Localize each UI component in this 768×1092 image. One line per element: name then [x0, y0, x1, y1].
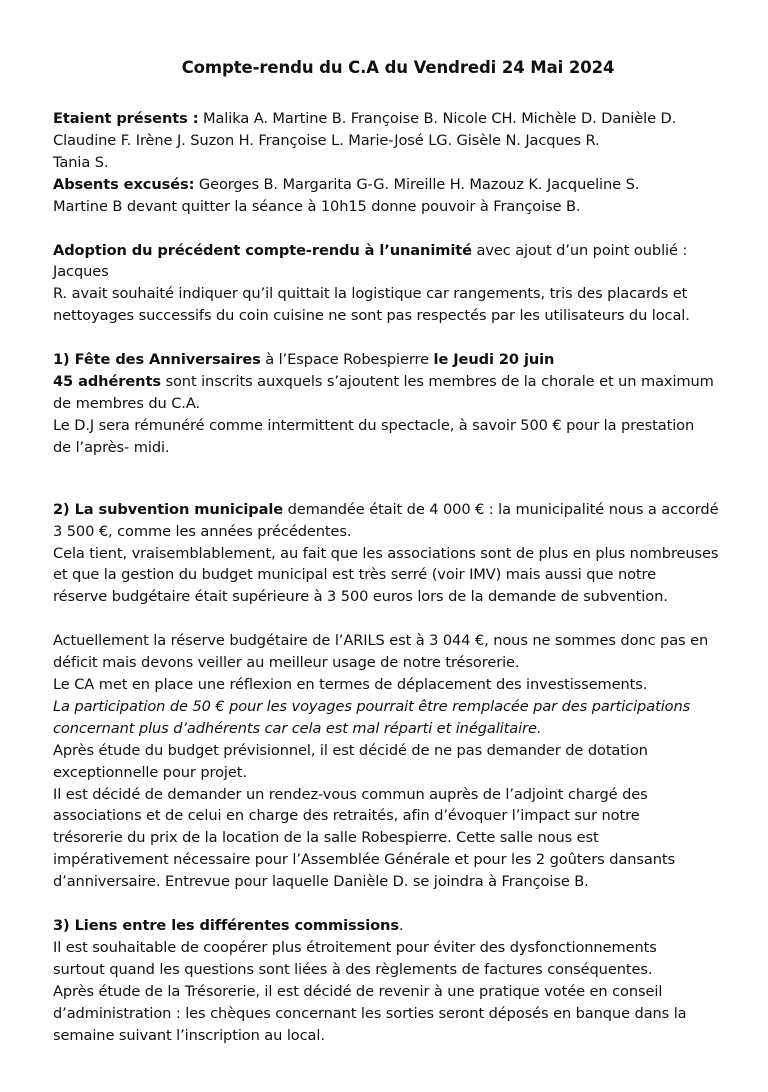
section-2-para-2-line-9: associations et de celui en charge des retraités, afin d’évoquer l’impact sur notre [53, 807, 640, 825]
adoption-line-2: R. avait souhaité indiquer qu’il quittait la logistique car rangements, tris des placards et [53, 285, 688, 303]
section-2-italic-line-1: La participation de 50 € pour les voyages pourrait être remplacée par des participations [53, 697, 691, 715]
section-2-line-4: et que la gestion du budget municipal est très serré (voir IMV) mais aussi que notre [53, 566, 657, 584]
section-1-line-4: Le D.J sera rémunéré comme intermittent du spectacle, à savoir 500 € pour la prestation [53, 416, 695, 434]
section-1-line-5: de l’après- midi. [53, 438, 170, 456]
section-1-line-3: de membres du C.A. [53, 394, 201, 412]
section-1-date: le Jeudi 20 juin [433, 351, 555, 369]
section-2-para-2-line-1: Actuellement la réserve budgétaire de l’ARILS est à 3 044 €, nous ne sommes donc pas en [53, 632, 709, 650]
spacer [53, 893, 733, 915]
section-2-italic-line-2: concernant plus d’adhérents car cela est mal réparti et inégalitaire. [53, 719, 542, 737]
section-1-line-2 [53, 371, 733, 393]
section-2-heading: 2) La subvention municipale [53, 500, 284, 518]
section-2-para-2-line-8: Il est décidé de demander un rendez-vous commun auprès de l’adjoint chargé des [53, 785, 648, 803]
presents-line-1 [53, 108, 733, 130]
section-3-heading-end: . [398, 917, 404, 935]
absents-label: Absents excusés: [53, 175, 195, 193]
section-1-heading: 1) Fête des Anniversaires [53, 351, 261, 369]
section-1-adherents-text: sont inscrits auxquels s’ajoutent les membres de la chorale et un maximum [160, 373, 714, 391]
section-2-line-2: 3 500 €, comme les années précédentes. [53, 522, 352, 540]
presents-label: Etaient présents : [53, 110, 199, 127]
adoption-label: Adoption du précédent compte-rendu à l’unanimité [53, 241, 472, 259]
section-2-para-2-line-10: trésorerie du prix de la location de la salle Robespierre. Cette salle nous est [53, 829, 599, 847]
section-1-heading-line [53, 349, 733, 371]
spacer [53, 459, 733, 499]
section-2-line-3: Cela tient, vraisemblablement, au fait que les associations sont de plus en plus nombreuses [53, 544, 719, 562]
section-3-heading: 3) Liens entre les différentes commissions [53, 917, 399, 935]
spacer [53, 218, 733, 240]
absents-names: Georges B. Margarita G-G. Mireille H. Mazouz K. Jacqueline S. [194, 175, 640, 193]
section-2-para-2-line-12: d’anniversaire. Entrevue pour laquelle Danièle D. se joindra à Françoise B. [53, 873, 589, 891]
absents-line-1 [53, 174, 733, 196]
section-2-para-2-line-7: exceptionnelle pour projet. [53, 763, 247, 781]
section-2-para-2-line-2: déficit mais devons veiller au meilleur usage de notre trésorerie. [53, 654, 520, 672]
section-3-line-3: Après étude de la Trésorerie, il est décidé de revenir à une pratique votée en conseil [53, 982, 663, 1000]
document-page [53, 56, 733, 1047]
adoption-line-1 [53, 240, 733, 284]
presents-line-3: Tania S. [53, 153, 109, 171]
section-3-line-5: semaine suivant l’inscription au local. [53, 1026, 325, 1044]
section-2-text-1: demandée était de 4 000 € : la municipalité nous a accordé [283, 500, 719, 518]
section-3-line-1: Il est souhaitable de coopérer plus étroitement pour éviter des dysfonctionnements [53, 939, 657, 956]
section-2-para-2-line-6: Après étude du budget prévisionnel, il est décidé de ne pas demander de dotation [53, 741, 648, 759]
section-2-line-5: réserve budgétaire était supérieure à 3 500 euros lors de la demande de subvention. [53, 588, 668, 606]
section-1-location: à l’Espace Robespierre [260, 351, 434, 369]
section-2-para-2-line-11: impérativement nécessaire pour l’Assemblée Générale et pour les 2 goûters dansants [53, 851, 675, 869]
section-3-line-4: d’administration : les chèques concernant les sorties seront déposés en banque dans la [53, 1004, 687, 1022]
section-2-heading-line [53, 499, 733, 521]
spacer [53, 327, 733, 349]
section-3-heading-line [53, 915, 733, 937]
adoption-line-3: nettoyages successifs du coin cuisine ne sont pas respectés par les utilisateurs du local. [53, 307, 690, 325]
spacer [53, 608, 733, 630]
document-title: Compte-rendu du C.A du Vendredi 24 Mai 2024 [181, 58, 615, 77]
adoption-text-1: avec ajout d’un point oublié : Jacques [53, 241, 688, 281]
section-1-adherents-count: 45 adhérents [53, 373, 161, 391]
presents-names-1: Malika A. Martine B. Françoise B. Nicole CH. Michèle D. Danièle D. [198, 110, 677, 127]
section-3-line-2: surtout quand les questions sont liées à des règlements de factures conséquentes. [53, 960, 653, 978]
presents-line-2: Claudine F. Irène J. Suzon H. Françoise L. Marie-José LG. Gisèle N. Jacques R. [53, 131, 600, 149]
absents-line-2: Martine B devant quitter la séance à 10h15 donne pouvoir à Françoise B. [53, 197, 581, 215]
section-2-para-2-line-3: Le CA met en place une réflexion en termes de déplacement des investissements. [53, 676, 648, 694]
